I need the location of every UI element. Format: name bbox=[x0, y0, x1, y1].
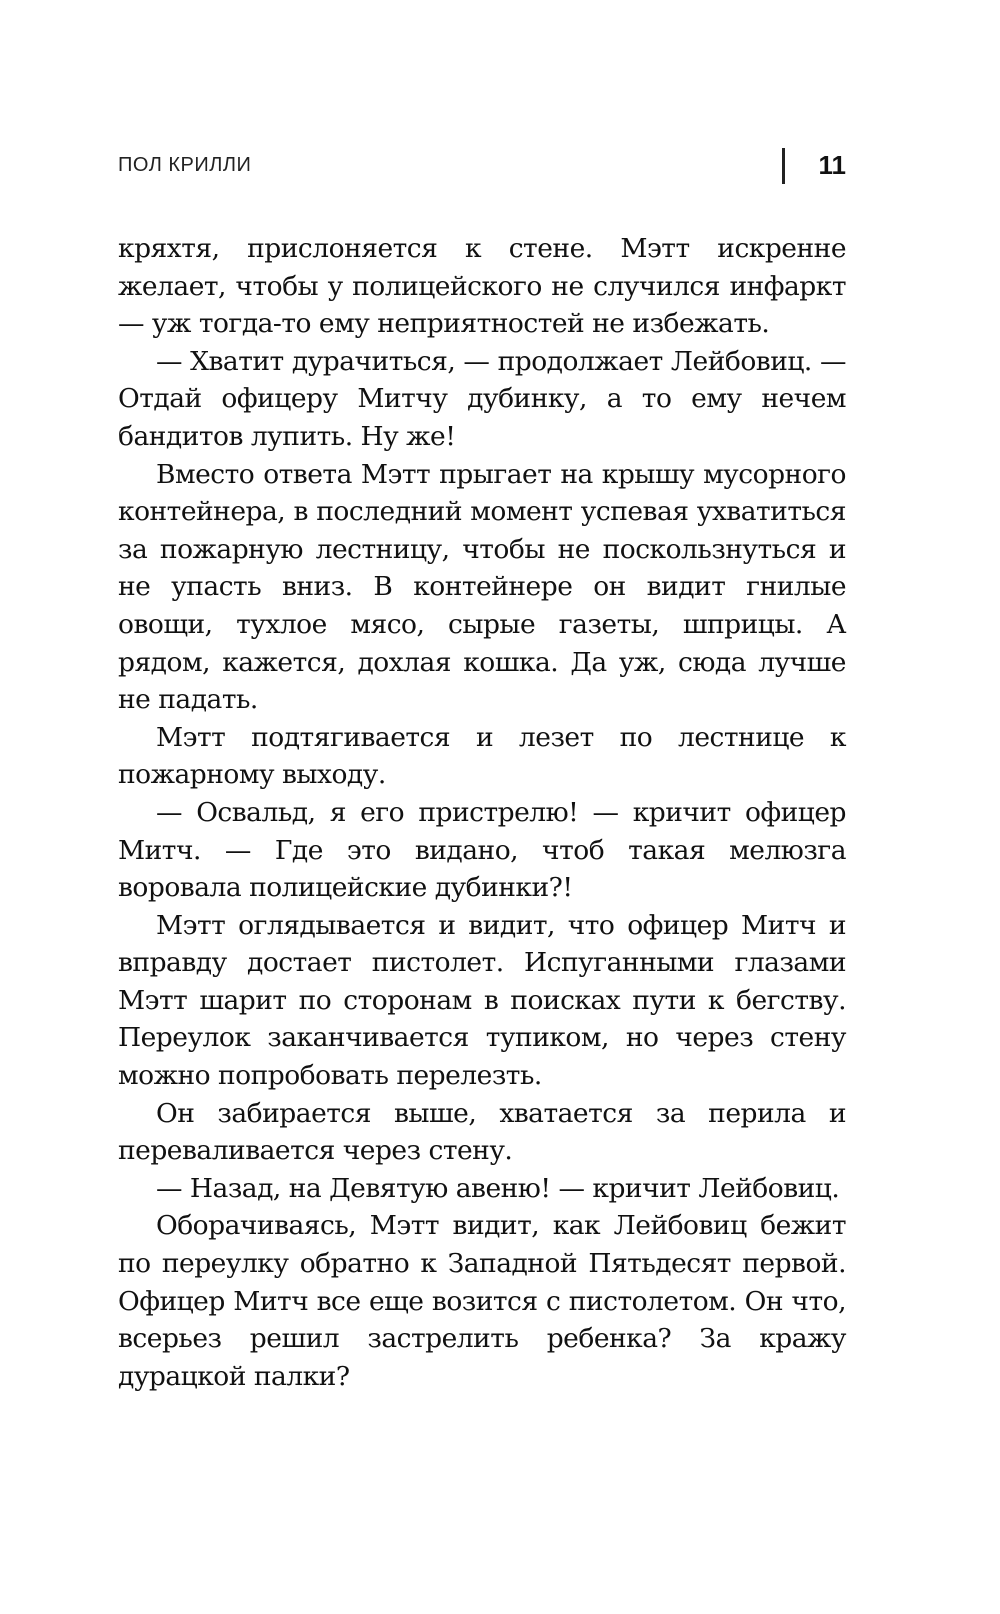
paragraph: Мэтт оглядывается и видит, что офицер Митч и вправду достает пистолет. Испуганными глазами Мэтт шарит по сторонам в поисках пути к бегству. Переулок заканчивается тупиком, но через стену можно попробовать перелезть. bbox=[118, 909, 846, 1092]
page-header bbox=[118, 148, 846, 188]
paragraph: — Хватит дурачиться, — продолжает Лейбовиц. — Отдай офицеру Митчу дубинку, а то ему нечем бандитов лупить. Ну же! bbox=[118, 345, 846, 452]
page-number: 11 bbox=[818, 150, 846, 180]
paragraph: Оборачиваясь, Мэтт видит, как Лейбовиц бежит по переулку обратно к Западной Пятьдесят первой. Офицер Митч все еще возится с пистолетом. Он что, всерьез решил застрелить ребенка? За кражу дурацкой палки? bbox=[118, 1210, 846, 1392]
paragraph: Он забирается выше, хватается за перила и переваливается через стену. bbox=[118, 1097, 846, 1167]
running-head-author: ПОЛ КРИЛЛИ bbox=[118, 154, 252, 176]
header-divider bbox=[782, 148, 785, 184]
paragraph: — Назад, на Девятую авеню! — кричит Лейбовиц. bbox=[156, 1172, 840, 1204]
paragraph: Вместо ответа Мэтт прыгает на крышу мусорного контейнера, в последний момент успевая ухватиться за пожарную лестницу, чтобы не поскользнуться и не упасть вниз. В контейнере он видит гнилые овощи, тухлое мясо, сырые газеты, шприцы. А рядом, кажется, дохлая кошка. Да уж, сюда лучше не падать. bbox=[118, 458, 846, 716]
body-text bbox=[118, 230, 846, 1395]
paragraph: кряхтя, прислоняется к стене. Мэтт искренне желает, чтобы у полицейского не случился инфаркт — уж тогда-то ему неприятностей не избежать. bbox=[118, 233, 846, 340]
paragraph: Мэтт подтягивается и лезет по лестнице к пожарному выходу. bbox=[118, 721, 846, 791]
paragraph: — Освальд, я его пристрелю! — кричит офицер Митч. — Где это видано, чтоб такая мелюзга воровала полицейские дубинки?! bbox=[118, 796, 846, 904]
